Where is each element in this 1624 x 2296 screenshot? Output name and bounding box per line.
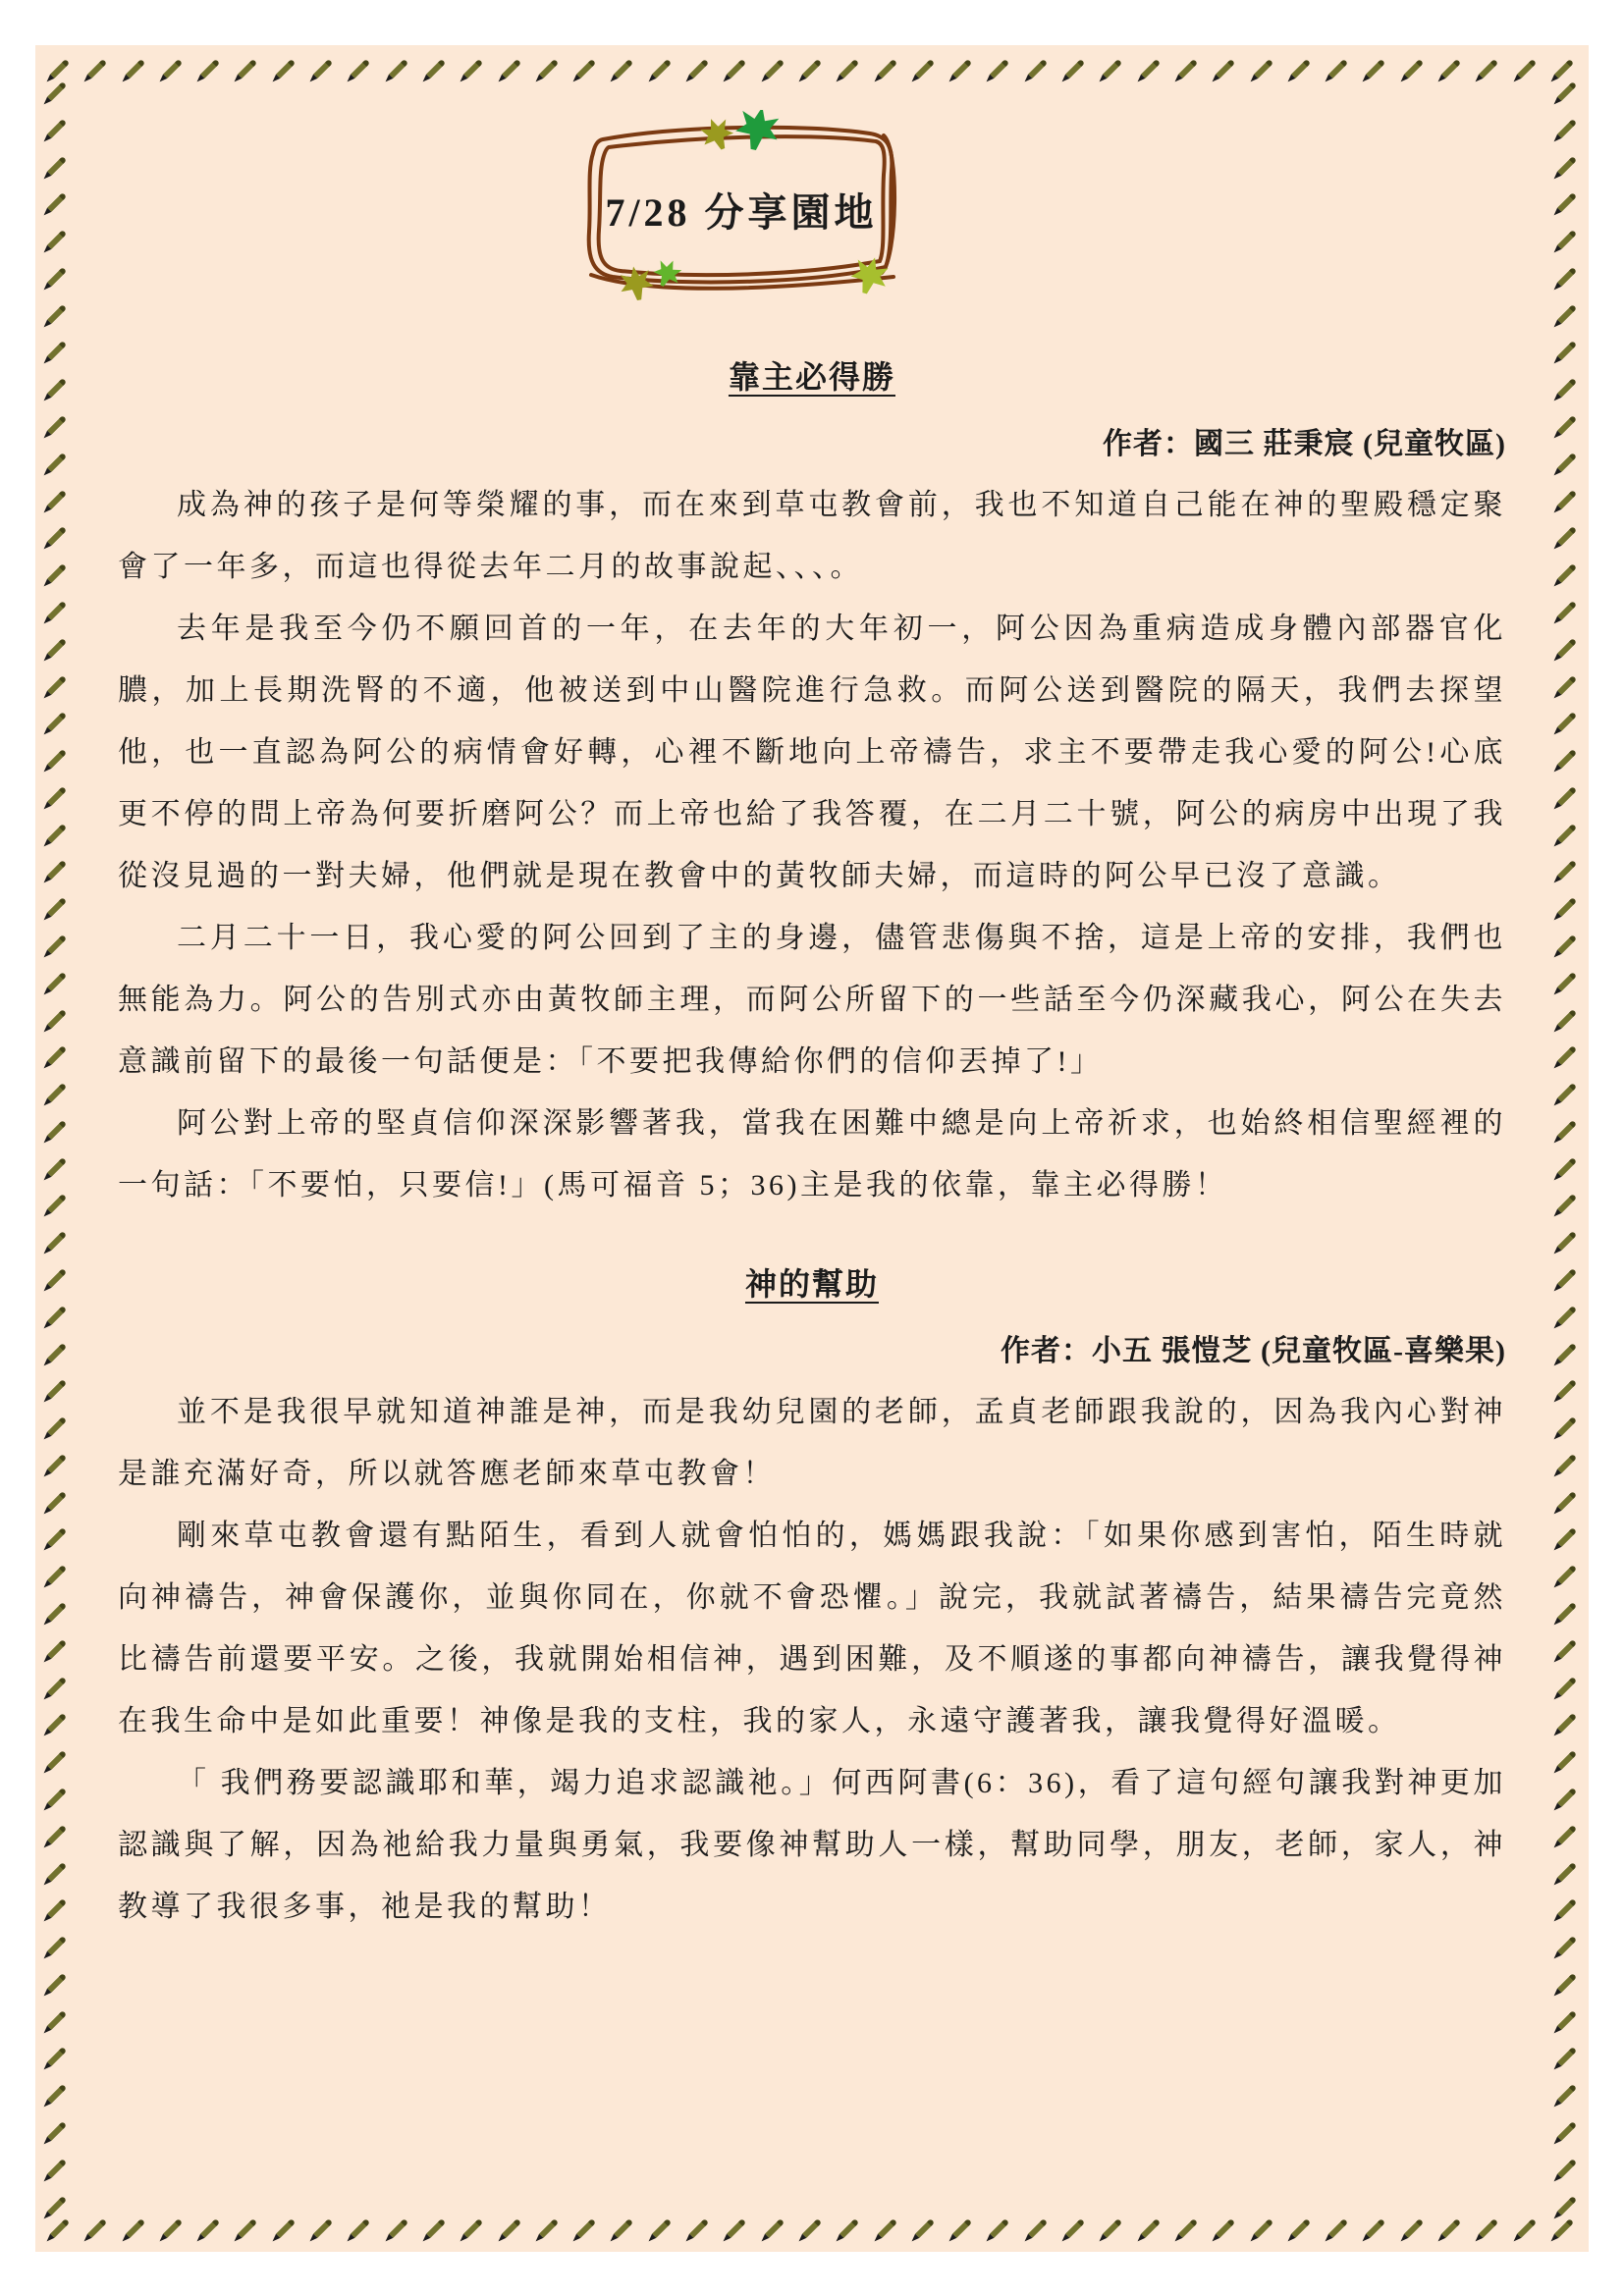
pencil-icon (991, 2218, 1010, 2238)
pencil-icon (615, 2218, 634, 2238)
pencil-icon (47, 2121, 67, 2141)
article-body (118, 474, 1506, 1216)
pencil-icon (839, 2218, 859, 2238)
pencil-icon (1103, 2218, 1122, 2238)
article-second (118, 1259, 1506, 1938)
article-author: 作者：小五 張愷芝 (兒童牧區-喜樂果) (1001, 1335, 1506, 1367)
pencil-icon (47, 1936, 67, 1955)
pencil-icon (1366, 2218, 1385, 2238)
pencil-icon (1065, 2218, 1085, 2238)
paragraph: 去年是我至今仍不願回首的一年，在去年的大年初一，阿公因為重病造成身體內部器官化膿，加上長期洗腎的不適，他被送到中山醫院進行急救。而阿公送到醫院的隔天，我們去探望他，也一直認為阿公的病情會好轉，心裡不斷地向上帝禱告，求主不要帶走我心愛的阿公!心底更不停的問上帝為何要折磨阿公？而上帝也給了我答覆，在二月二十號，阿公的病房中出現了我從沒見過的一對夫婦，他們就是現在教會中的黃牧師夫婦，而這時的阿公早已沒了意識。 (118, 613, 1506, 892)
pencil-icon (1404, 2218, 1424, 2238)
pencil-icon (502, 2218, 521, 2238)
paragraph: 二月二十一日，我心愛的阿公回到了主的身邊，儘管悲傷與不捨，這是上帝的安排，我們也無能為力。阿公的告別式亦由黃牧師主理，而阿公所留下的一些話至今仍深藏我心，阿公在失去意識前留下的最後一句話便是：「不要把我傳給你們的信仰丟掉了!」 (118, 922, 1506, 1078)
pencil-icon (1479, 2218, 1498, 2238)
pencil-icon (1557, 1936, 1577, 1955)
page-content (35, 45, 1589, 1938)
pencil-icon (576, 2218, 596, 2238)
pencil-icon (1178, 2218, 1198, 2238)
pencil-icon (1216, 2218, 1235, 2238)
pencil-icon (1557, 2121, 1577, 2141)
pencil-icon (1328, 2218, 1348, 2238)
pencil-icon (426, 2218, 446, 2238)
pencil-icon (389, 2218, 408, 2238)
banner-title: 7/28 分享園地 (605, 190, 878, 235)
pencil-icon (47, 2048, 67, 2067)
pencil-icon (87, 2218, 107, 2238)
pencil-icon (1557, 2159, 1577, 2178)
pencil-icon (47, 2159, 67, 2178)
page-sheet (35, 45, 1589, 2252)
pencil-icon (351, 2218, 370, 2238)
article-title: 靠主必得勝 (728, 359, 895, 395)
pencil-icon (1291, 2218, 1311, 2238)
pencil-icon (47, 1973, 67, 1993)
pencil-icon (1557, 2048, 1577, 2067)
paragraph: 成為神的孩子是何等榮耀的事，而在來到草屯教會前，我也不知道自己能在神的聖殿穩定聚會了一年多，而這也得從去年二月的故事說起、、、。 (118, 489, 1506, 583)
pencil-icon (727, 2218, 746, 2238)
pencil-icon (239, 2218, 258, 2238)
pencil-icon (126, 2218, 145, 2238)
pencil-icon (952, 2218, 972, 2238)
pencil-icon (878, 2218, 897, 2238)
pencil-icon (1557, 2010, 1577, 2030)
pencil-icon (47, 2084, 67, 2104)
pencil-icon (539, 2218, 559, 2238)
pencil-icon (689, 2218, 709, 2238)
article-body (118, 1381, 1506, 1938)
pencil-icon (1441, 2218, 1461, 2238)
paragraph: 阿公對上帝的堅貞信仰深深影響著我，當我在困難中總是向上帝祈求，也始終相信聖經裡的一句話：「不要怕，只要信!」(馬可福音 5；36)主是我的依靠，靠主必得勝！ (118, 1107, 1506, 1201)
pencil-icon (47, 2010, 67, 2030)
pencil-icon (1028, 2218, 1048, 2238)
paragraph: 剛來草屯教會還有點陌生，看到人就會怕怕的，媽媽跟我說：「如果你感到害怕，陌生時就向神禱告，神會保護你，並與你同在，你就不會恐懼。」說完，我就試著禱告，結果禱告完竟然比禱告前還要平安。之後，我就開始相信神，遇到困難，及不順遂的事都向神禱告，讓我覺得神在我生命中是如此重要！神像是我的支柱，我的家人，永遠守護著我，讓我覺得好溫暖。 (118, 1520, 1506, 1737)
article-first (118, 352, 1506, 1216)
pencil-icon (1557, 1973, 1577, 1993)
pencil-icon (1254, 2218, 1273, 2238)
pencil-icon (802, 2218, 822, 2238)
pencil-icon (915, 2218, 935, 2238)
pencil-icon (1554, 2218, 1574, 2238)
pencil-icon (50, 2218, 70, 2238)
pencil-icon (1557, 2084, 1577, 2104)
pencil-icon (200, 2218, 220, 2238)
pencil-icon (463, 2218, 483, 2238)
paragraph: 「 我們務要認識耶和華，竭力追求認識祂。」何西阿書(6：36)，看了這句經句讓我對神更加認識與了解，因為祂給我力量與勇氣，我要像神幫助人一樣，幫助同學，朋友，老師，家人，神教導了我很多事，祂是我的幫助！ (118, 1767, 1506, 1923)
pencil-icon (765, 2218, 785, 2238)
pencil-icon (1141, 2218, 1161, 2238)
pencil-icon (652, 2218, 672, 2238)
pencil-icon (276, 2218, 296, 2238)
pencil-icon (313, 2218, 333, 2238)
paragraph: 並不是我很早就知道神誰是神，而是我幼兒園的老師，孟貞老師跟我說的，因為我內心對神是誰充滿好奇，所以就答應老師來草屯教會！ (118, 1396, 1506, 1490)
title-banner (569, 110, 913, 301)
article-title: 神的幫助 (744, 1266, 879, 1302)
article-author: 作者：國三 莊秉宸 (兒童牧區) (1103, 428, 1506, 460)
pencil-icon (1517, 2218, 1537, 2238)
pencil-icon (163, 2218, 183, 2238)
pencil-border-bottom (49, 2209, 1575, 2248)
